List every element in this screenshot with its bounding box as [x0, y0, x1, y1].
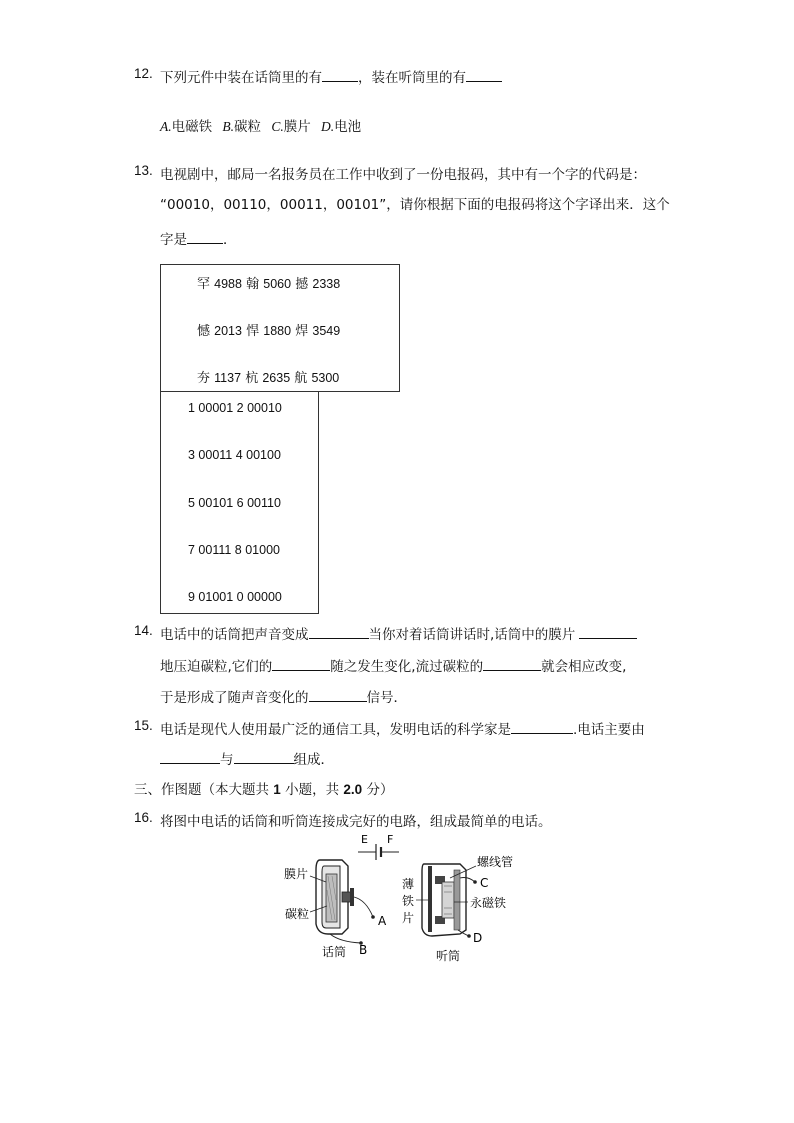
q14-text: 电话中的话筒把声音变成 — [160, 627, 309, 643]
code-char: 憾 — [197, 324, 211, 339]
telephone-diagram — [270, 830, 530, 970]
q14-blank-5 — [309, 689, 367, 702]
q15-number: 15. — [134, 718, 153, 733]
option-a-letter: A. — [160, 119, 172, 134]
label-point-d: D — [473, 931, 483, 945]
earpiece-drawing — [402, 854, 513, 963]
battery-label-e: E — [361, 833, 368, 846]
binary-row: 1 00001 2 00010 — [188, 401, 282, 415]
q12-blank-1 — [322, 69, 358, 82]
label-point-b: B — [359, 943, 368, 957]
q14-text: 就会相应改变, — [541, 659, 627, 675]
code-number: 2013 — [214, 324, 242, 338]
q14-blank-2 — [579, 626, 637, 639]
q14-line-1 — [160, 623, 637, 643]
binary-row: 3 00011 4 00100 — [188, 448, 281, 462]
code-char: 杭 — [245, 371, 259, 386]
code-number: 1880 — [263, 324, 292, 338]
code-number: 1137 — [214, 371, 242, 385]
label-carbon: 碳粒 — [285, 907, 310, 921]
code-char: 翰 — [246, 277, 260, 292]
section-end: 分） — [366, 782, 394, 798]
q14-blank-3 — [272, 658, 330, 671]
code-table-row — [197, 273, 340, 292]
option-b-text: 碳粒 — [234, 119, 262, 135]
q15-line-1 — [160, 718, 645, 738]
q15-blank-2 — [160, 751, 220, 764]
q14-blank-4 — [483, 658, 541, 671]
code-table-row — [197, 320, 340, 339]
code-number: 2635 — [262, 371, 291, 385]
binary-row: 7 00111 8 01000 — [188, 543, 280, 557]
code-number: 2338 — [312, 277, 341, 291]
q12-text-a: 下列元件中装在话筒里的有 — [160, 70, 322, 86]
q16-number: 16. — [134, 810, 153, 825]
label-thin-iron-3: 片 — [402, 911, 415, 925]
q12-number: 12. — [134, 66, 153, 81]
q13-text-b: ． — [223, 232, 237, 248]
battery-label-f: F — [387, 833, 394, 846]
label-thin-iron-1: 薄 — [402, 877, 415, 891]
option-d-text: 电池 — [334, 119, 362, 135]
code-char: 罕 — [197, 277, 211, 292]
label-diaphragm: 膜片 — [284, 867, 309, 881]
q14-text: 信号． — [366, 690, 407, 706]
code-number: 3549 — [312, 324, 341, 338]
q16-text: 将图中电话的话筒和听筒连接成完好的电路，组成最简单的电话。 — [160, 814, 552, 830]
option-b-letter: B. — [222, 119, 235, 134]
q15-text: .电话主要由 — [573, 722, 645, 738]
q15-text: 电话是现代人使用最广泛的通信工具，发明电话的科学家是 — [160, 722, 511, 738]
q13-line-2: “00010，00110，00011，00101”，请你根据下面的电报码将这个字译出来．这个 — [160, 197, 670, 213]
q14-line-2 — [160, 655, 626, 675]
option-a-text: 电磁铁 — [171, 119, 213, 135]
binary-row: 5 00101 6 00110 — [188, 496, 281, 510]
label-point-c: C — [480, 876, 489, 890]
option-c-letter: C. — [271, 119, 284, 134]
q13-blank — [187, 231, 223, 244]
section-count: 1 — [273, 782, 281, 797]
code-char: 悍 — [246, 324, 260, 339]
q13-line-1: 电视剧中，邮局一名报务员在工作中收到了一份电报码，其中有一个字的代码是： — [160, 167, 646, 183]
microphone-drawing — [284, 860, 387, 959]
q15-text: 组成． — [293, 752, 334, 768]
q12-options — [160, 115, 361, 135]
q14-blank-1 — [309, 626, 369, 639]
q14-text: 地压迫碳粒,它们的 — [160, 659, 273, 675]
binary-row: 9 01001 0 00000 — [188, 590, 282, 604]
q12-text-b: ，装在听筒里的有 — [358, 70, 466, 86]
section-mid: 小题，共 — [285, 782, 340, 798]
binary-code-table — [160, 391, 319, 614]
q14-number: 14. — [134, 623, 153, 638]
code-char: 焊 — [295, 324, 309, 339]
section-title: 三、作图题（本大题共 — [134, 782, 269, 798]
code-char: 撼 — [295, 277, 309, 292]
code-number: 4988 — [214, 277, 242, 291]
q15-blank-1 — [511, 721, 573, 734]
battery-symbol — [358, 833, 399, 860]
q15-blank-3 — [234, 751, 294, 764]
q12-blank-2 — [466, 69, 502, 82]
q14-text: 当你对着话筒讲话时,话筒中的膜片 — [368, 627, 576, 643]
option-d-letter: D. — [321, 119, 335, 134]
label-solenoid: 螺线管 — [477, 855, 514, 869]
section-heading — [134, 778, 393, 798]
section-score: 2.0 — [343, 782, 363, 797]
telegraph-code-table — [160, 264, 400, 392]
code-table-row — [197, 367, 339, 386]
q15-line-2 — [160, 748, 334, 768]
option-c-text: 膜片 — [283, 119, 311, 135]
q14-text: 于是形成了随声音变化的 — [160, 690, 309, 706]
label-thin-iron-2: 铁 — [402, 894, 415, 908]
label-magnet: 永磁铁 — [470, 896, 507, 910]
code-number: 5300 — [311, 371, 340, 385]
q12-question — [160, 66, 502, 86]
code-number: 5060 — [263, 277, 292, 291]
code-char: 夯 — [197, 371, 211, 386]
label-mic-caption: 话筒 — [322, 945, 347, 959]
code-char: 航 — [294, 371, 308, 386]
label-earpiece-caption: 听筒 — [436, 949, 461, 963]
q15-text: 与 — [220, 752, 234, 768]
q14-text: 随之发生变化,流过碳粒的 — [330, 659, 484, 675]
q13-number: 13. — [134, 163, 153, 178]
q14-line-3 — [160, 686, 407, 706]
label-point-a: A — [378, 914, 387, 928]
q13-text-a: 字是 — [160, 232, 187, 248]
q13-line-3 — [160, 228, 237, 248]
